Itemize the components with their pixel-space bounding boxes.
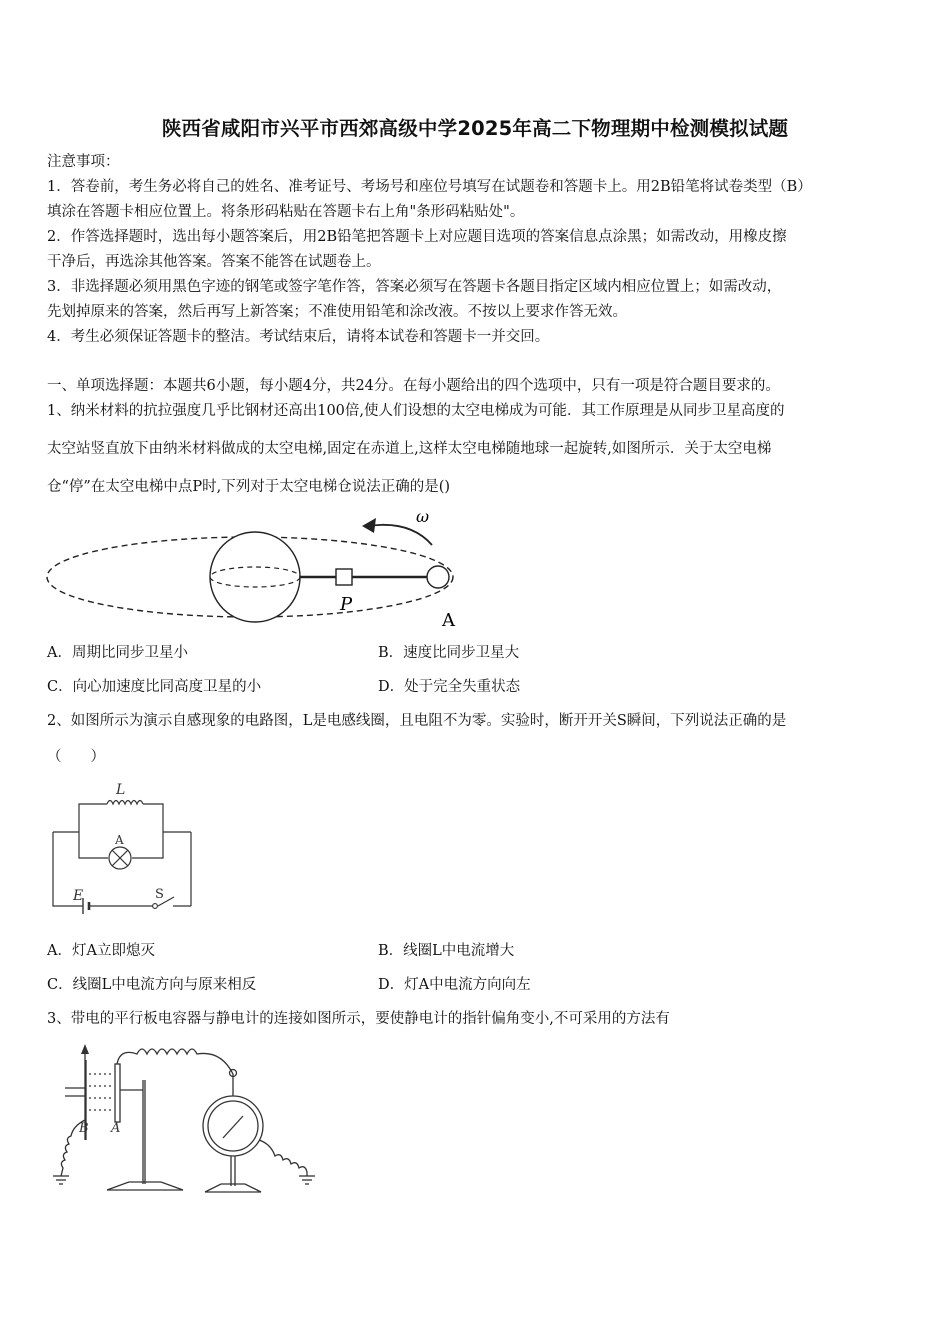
notice-line-4: 干净后，再选涂其他答案。答案不能答在试题卷上。 xyxy=(47,254,381,270)
q1-omega-label: ω xyxy=(416,507,430,526)
q1-option-d[interactable]: D．处于完全失重状态 xyxy=(378,679,521,695)
notice-line-3: 2．作答选择题时，选出每小题答案后，用2B铅笔把答题卡上对应题目选项的答案信息点涂黑；如需改动，用橡皮擦 xyxy=(47,229,787,245)
q2-option-a[interactable]: A．灯A立即熄灭 xyxy=(47,943,155,959)
q2-option-b[interactable]: B．线圈L中电流增大 xyxy=(378,943,515,959)
q1-p-label: P xyxy=(340,594,353,615)
q1-space-elevator-figure xyxy=(40,502,470,634)
section-heading: 一、单项选择题：本题共6小题，每小题4分，共24分。在每小题给出的四个选项中，只有一项是符合题目要求的。 xyxy=(47,378,780,394)
q3-a-label: A xyxy=(111,1121,121,1136)
q2-circuit-figure xyxy=(45,778,200,918)
q1-text-2: 太空站竖直放下由纳米材料做成的太空电梯,固定在赤道上,这样太空电梯随地球一起旋转,如图所示．关于太空电梯 xyxy=(47,441,772,457)
q2-a-label: A xyxy=(115,833,124,847)
q2-e-label: E xyxy=(73,888,84,904)
q2-s-label: S xyxy=(155,887,164,902)
q3-capacitor-electrometer-figure xyxy=(45,1040,320,1198)
q2-option-d[interactable]: D．灯A中电流方向向左 xyxy=(378,977,531,993)
notice-line-5: 3．非选择题必须用黑色字迹的钢笔或签字笔作答，答案必须写在答题卡各题目指定区域内相应位置上；如需改动， xyxy=(47,279,782,295)
q1-text-3: 仓“停”在太空电梯中点P时,下列对于太空电梯仓说法正确的是() xyxy=(47,479,451,495)
notice-heading: 注意事项： xyxy=(47,154,120,170)
q1-option-c[interactable]: C．向心加速度比同高度卫星的小 xyxy=(47,679,262,695)
q3-b-label: B xyxy=(79,1121,89,1136)
q1-option-b[interactable]: B．速度比同步卫星大 xyxy=(378,645,520,661)
page-title: 陕西省咸阳市兴平市西郊高级中学2025年高二下物理期中检测模拟试题 xyxy=(161,117,789,140)
q1-a-label: A xyxy=(442,610,455,631)
q2-text-1: 2、如图所示为演示自感现象的电路图，L是电感线圈，且电阻不为零。实验时，断开开关S瞬间，下列说法正确的是 xyxy=(47,713,787,729)
q2-l-label: L xyxy=(116,782,126,798)
notice-line-7: 4．考生必须保证答题卡的整洁。考试结束后，请将本试卷和答题卡一并交回。 xyxy=(47,329,550,345)
q1-option-a[interactable]: A．周期比同步卫星小 xyxy=(47,645,188,661)
notice-line-2: 填涂在答题卡相应位置上。将条形码粘贴在答题卡右上角"条形码粘贴处"。 xyxy=(47,204,525,220)
notice-line-6: 先划掉原来的答案，然后再写上新答案；不准使用铅笔和涂改液。不按以上要求作答无效。 xyxy=(47,304,627,320)
q2-option-c[interactable]: C．线圈L中电流方向与原来相反 xyxy=(47,977,257,993)
q1-text-1: 1、纳米材料的抗拉强度几乎比钢材还高出100倍,使人们设想的太空电梯成为可能．其工作原理是从同步卫星高度的 xyxy=(47,403,785,419)
notice-line-1: 1．答卷前，考生务必将自己的姓名、准考证号、考场号和座位号填写在试题卷和答题卡上。用2B铅笔将试卷类型（B） xyxy=(47,179,812,195)
q2-text-2: （ ） xyxy=(47,749,105,765)
q3-text-1: 3、带电的平行板电容器与静电计的连接如图所示，要使静电计的指针偏角变小,不可采用的方法有 xyxy=(47,1011,670,1027)
